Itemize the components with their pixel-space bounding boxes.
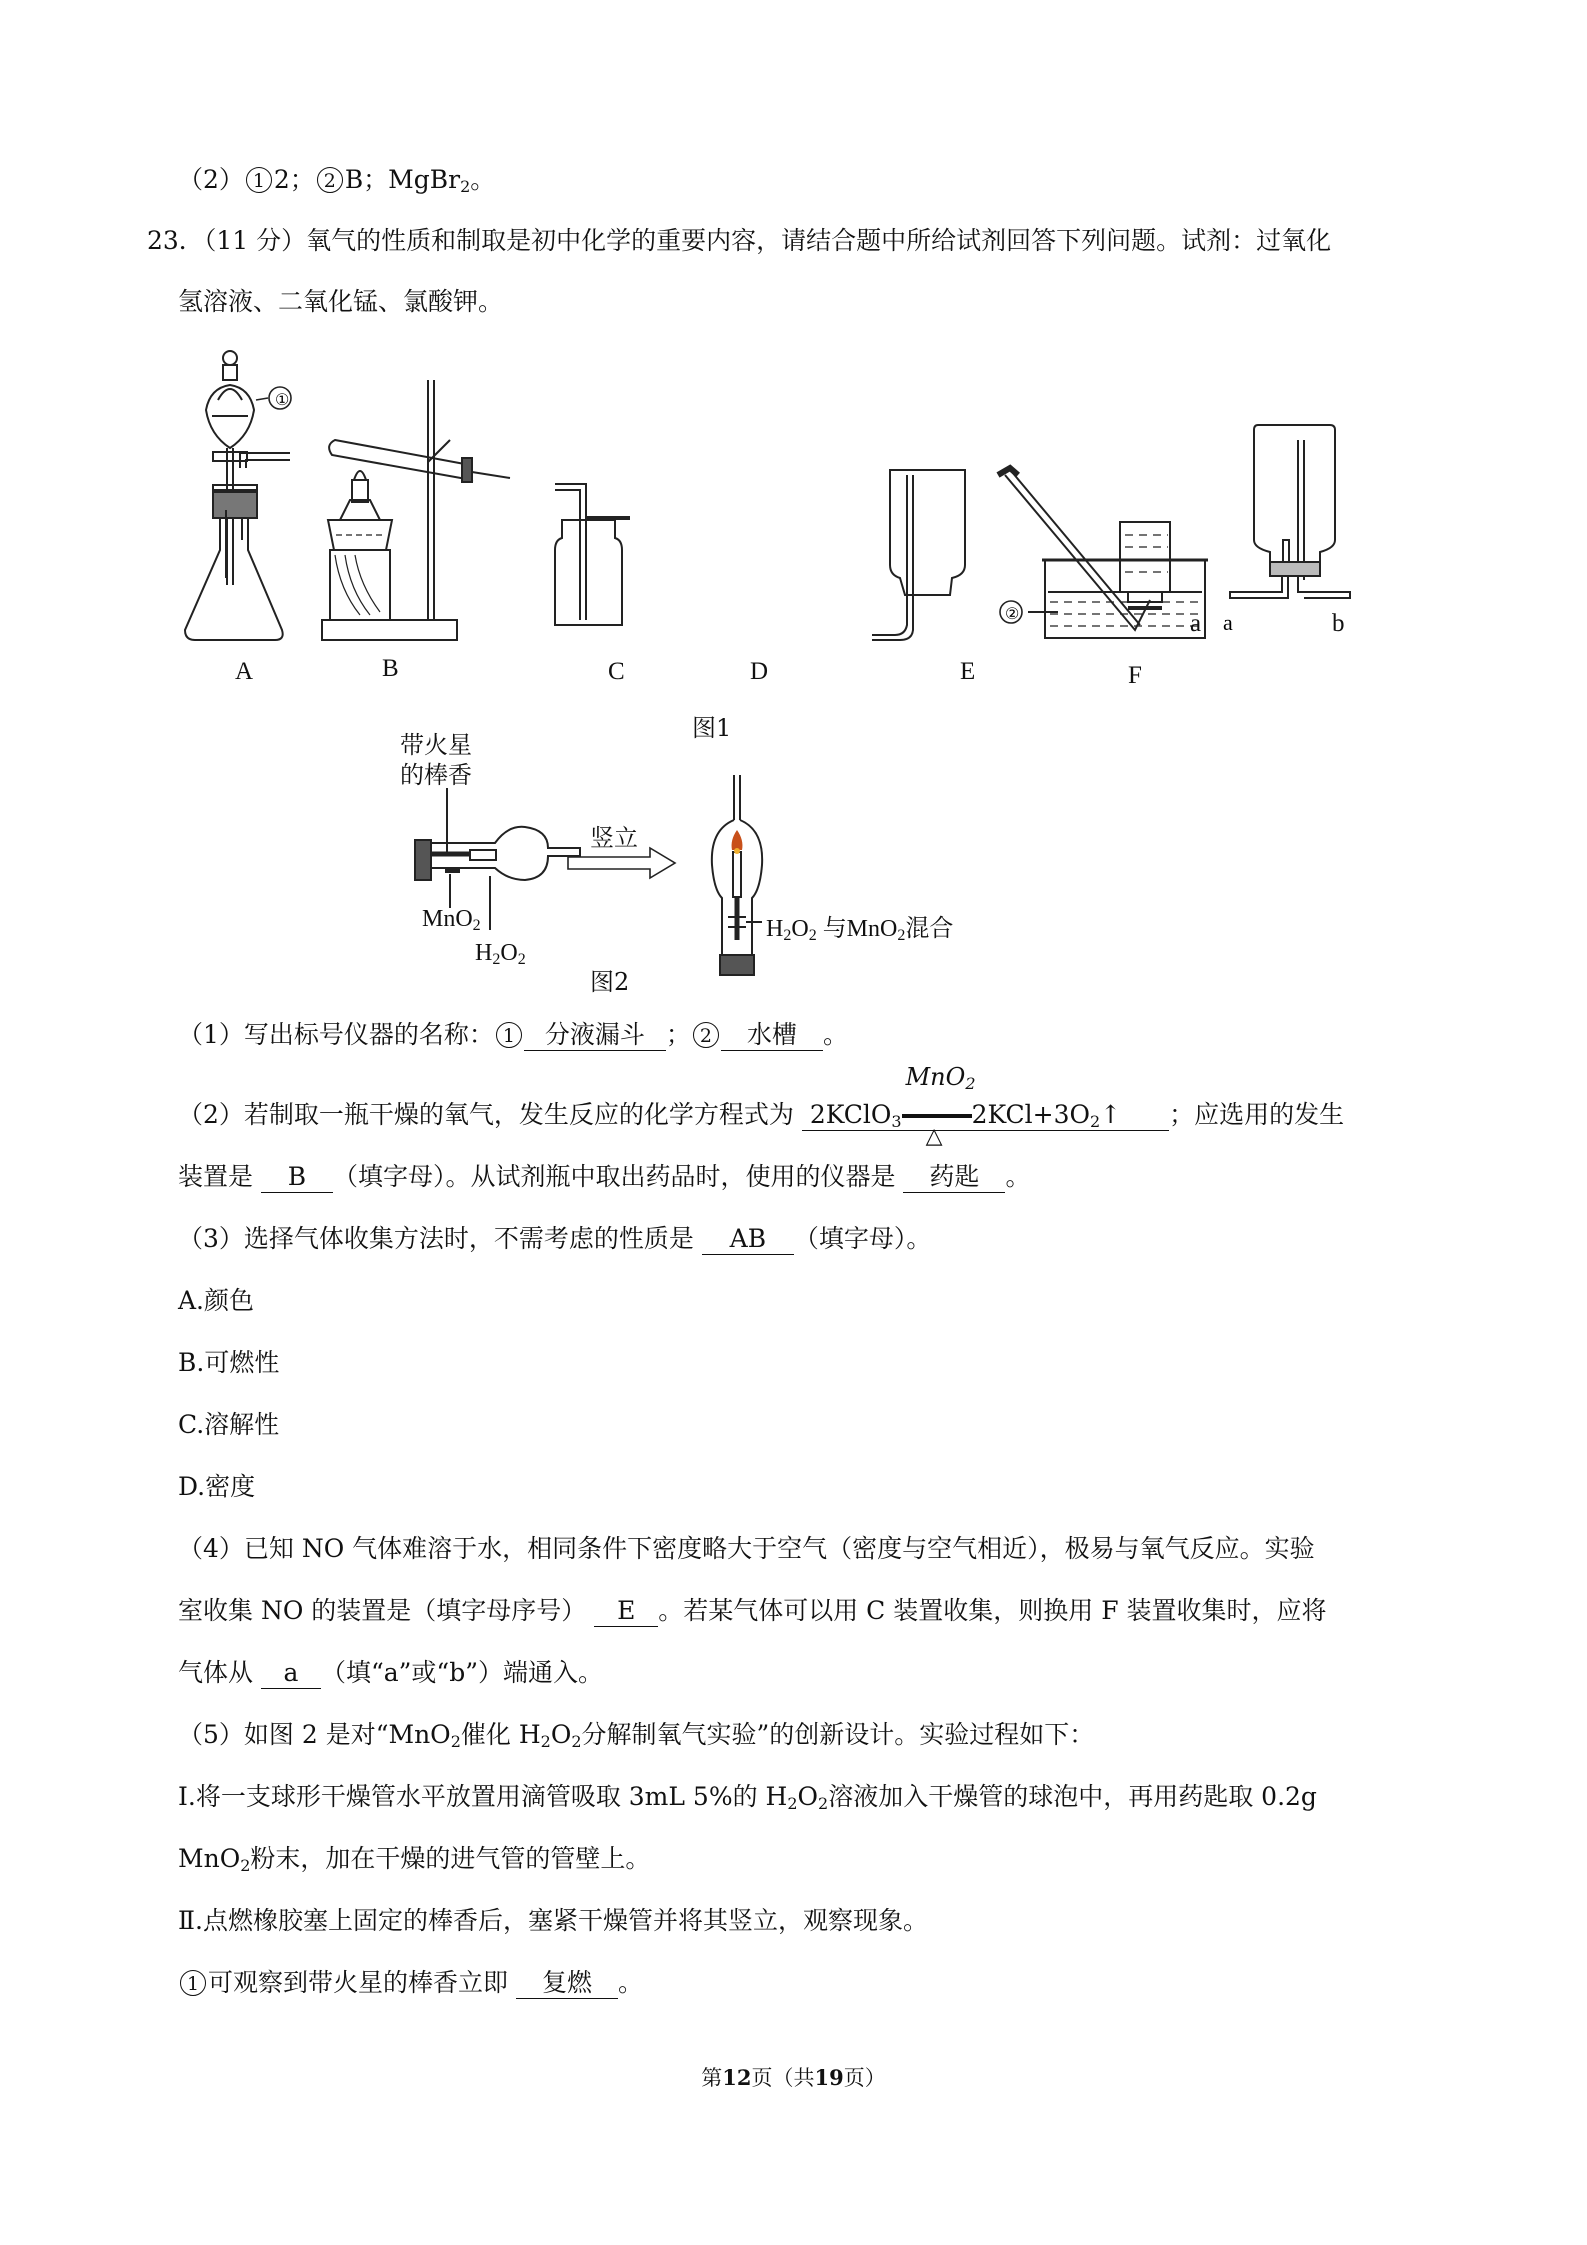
apparatus-b (322, 380, 510, 640)
arrow-label: 竖立 (590, 824, 638, 852)
text: O (550, 1720, 572, 1749)
part-4-line3 (178, 1656, 603, 1690)
question-number: 23． (147, 226, 204, 255)
prev-answer-2: B；MgBr (344, 165, 461, 194)
marker-1-label: ① (275, 392, 290, 409)
part-2-line2-mid: （填字母）。从试剂瓶中取出药品时，使用的仪器是 (332, 1162, 896, 1191)
question-intro-text: 氧气的性质和制取是初中化学的重要内容，请结合题中所给试剂回答下列问题。试剂：过氧化 (306, 226, 1332, 255)
subscript: 2 (783, 927, 792, 944)
label-e: E (960, 658, 976, 685)
circled-number: 2 (693, 1022, 719, 1048)
flame-icon (732, 830, 743, 850)
label-c: C (608, 658, 625, 685)
mix-label (766, 908, 953, 943)
part-4-line3-prefix: 气体从 (178, 1658, 254, 1687)
answer-blank-tool: 药匙 (903, 1162, 1005, 1193)
h-text: H (766, 916, 784, 942)
chemical-equation (802, 1063, 1169, 1149)
catalyst (906, 1062, 976, 1092)
mix-mid-text: 与MnO (816, 916, 898, 942)
marker-2-label: ② (1005, 606, 1020, 623)
answer-blank-2: 水槽 (721, 1020, 823, 1051)
option-b: B.可燃性 (178, 1348, 280, 1377)
part-4-line2-suffix: 。若某气体可以用 C 装置收集，则换用 F 装置收集时，应将 (658, 1596, 1327, 1625)
circled-number: 1 (496, 1022, 522, 1048)
lab-apparatus-diagram (160, 340, 1233, 740)
subscript: 2 (472, 917, 481, 934)
port-b-text: b (1332, 610, 1345, 637)
option-c: C.溶解性 (178, 1410, 280, 1439)
part-4-line3-suffix: （填“a”或“b”）端通入。 (320, 1658, 604, 1687)
incense-label (400, 730, 472, 790)
part-5-step2: Ⅱ.点燃橡胶塞上固定的棒香后，塞紧干燥管并将其竖立，观察现象。 (178, 1906, 928, 1935)
subscript: 2 (571, 1732, 582, 1751)
part-5-step1-line2 (178, 1842, 650, 1876)
incense-label-line2: 的棒香 (400, 761, 472, 789)
question-intro-text-2: 氢溶液、二氧化锰、氯酸钾。 (178, 287, 504, 316)
label-a: A (235, 658, 254, 685)
part-3-suffix: （填字母）。 (793, 1224, 932, 1253)
label-f: F (1128, 662, 1142, 689)
prev-answer-1: 2； (273, 165, 315, 194)
answer-blank-device: E (594, 1596, 658, 1627)
apparatus-c (555, 484, 630, 625)
part-1 (178, 1018, 848, 1052)
punct: 。 (822, 1020, 848, 1049)
subscript: 2 (808, 927, 817, 944)
page-footer (0, 2062, 1587, 2092)
circled-number: 2 (317, 167, 343, 193)
subscript: 2 (460, 177, 471, 196)
punct: 。 (617, 1968, 643, 1997)
subscript: 3 (891, 1112, 902, 1131)
equation-bar (902, 1114, 972, 1118)
text: 页（共 (751, 2066, 815, 2090)
h2o2-label (475, 940, 526, 967)
part-2-prompt: （2）若制取一瓶干燥的氧气，发生反应的化学方程式为 (178, 1100, 794, 1129)
heat-symbol: △ (925, 1124, 943, 1149)
previous-answer-line (178, 163, 495, 197)
part-2-line2 (178, 1160, 1030, 1194)
text: MnO (178, 1844, 241, 1873)
figure-1-apparatus (160, 340, 1345, 742)
part-3 (178, 1222, 931, 1256)
question-score: （11 分） (203, 226, 307, 255)
h-text: H (475, 940, 493, 966)
question-intro-line2 (178, 285, 503, 319)
punct: 。 (470, 165, 496, 194)
part-3-prompt: （3）选择气体收集方法时，不需考虑的性质是 (178, 1224, 694, 1253)
option-a: A.颜色 (178, 1286, 255, 1315)
circled-number: 1 (180, 1970, 206, 1996)
answer-blank: AB (702, 1224, 794, 1255)
o-text: O (500, 940, 518, 966)
answer-blank-1: 分液漏斗 (524, 1020, 666, 1051)
incense-label-line1: 带火星 (400, 731, 472, 759)
part-4-line2 (178, 1594, 1326, 1628)
total-pages: 19 (814, 2065, 844, 2090)
page-number: 12 (722, 2065, 752, 2090)
mno2-label (422, 906, 481, 933)
answer-blank-port: a (261, 1658, 321, 1689)
apparatus-f (1230, 425, 1350, 598)
subscript: 2 (787, 1794, 798, 1813)
subscript: 2 (240, 1856, 251, 1875)
figure-1-caption: 图1 (692, 714, 732, 742)
text: 第 (701, 2066, 723, 2090)
equation-products: 2KCl+3O (971, 1100, 1090, 1129)
text: O (797, 1782, 819, 1811)
prev-answer-prefix: （2） (178, 165, 244, 194)
text: 可观察到带火星的棒香立即 (208, 1968, 509, 1997)
circled-number: 1 (246, 167, 272, 193)
question-intro-line1 (147, 224, 1331, 258)
part-5-question-1 (178, 1966, 643, 2000)
text: 页） (843, 2066, 886, 2090)
subscript: 2 (1089, 1112, 1101, 1131)
mno2-text: MnO (422, 906, 473, 932)
part-4-line1: （4）已知 NO 气体难溶于水，相同条件下密度略大于空气（密度与空气相近），极易与氧气反应。实验 (178, 1534, 1315, 1563)
subscript: 2 (540, 1732, 551, 1751)
text: Ⅰ.将一支球形干燥管水平放置用滴管吸取 3mL 5%的 H (178, 1782, 788, 1811)
port-a-text: a (1190, 610, 1202, 637)
subscript: 2 (492, 951, 501, 968)
part-2-line2-prefix: 装置是 (178, 1162, 254, 1191)
part-2-suffix: ；应选用的发生 (1169, 1100, 1345, 1129)
figure-2-caption: 图2 (590, 968, 630, 996)
punct: 。 (1005, 1162, 1031, 1191)
subscript: 2 (818, 1794, 829, 1813)
part-5-line1 (178, 1718, 1094, 1752)
mix-end-text: 混合 (905, 916, 954, 942)
gas-arrow: ↑ (1100, 1100, 1122, 1129)
part-4-line2-prefix: 室收集 NO 的装置是（填字母序号） (178, 1596, 587, 1625)
subscript: 2 (517, 951, 526, 968)
catalyst-text: MnO (905, 1063, 966, 1091)
punct: ； (665, 1020, 691, 1049)
part-1-prompt: （1）写出标号仪器的名称： (178, 1020, 494, 1049)
answer-blank: 复燃 (516, 1968, 618, 1999)
part-5-step1 (178, 1780, 1317, 1814)
text: 溶液加入干燥管的球泡中，再用药匙取 0.2g (828, 1782, 1317, 1811)
option-d: D.密度 (178, 1472, 256, 1501)
subscript: 2 (965, 1074, 976, 1093)
part-2-line1 (178, 1063, 1345, 1149)
apparatus-e (998, 468, 1208, 638)
subscript: 2 (450, 1732, 461, 1751)
rubber-stopper-vertical (720, 955, 754, 975)
apparatus-d (872, 470, 965, 640)
o-text: O (791, 916, 809, 942)
label-b: B (382, 655, 399, 682)
equation-condition-bar (902, 1063, 976, 1149)
subscript: 2 (897, 927, 906, 944)
figure-2-experiment (400, 730, 1220, 996)
equation-reactant: 2KClO (809, 1100, 892, 1129)
answer-blank-device: B (261, 1162, 333, 1193)
rubber-stopper (415, 840, 431, 880)
port-a-label: a (1223, 610, 1233, 635)
label-d: D (750, 658, 769, 685)
text: 分解制氧气实验”的创新设计。实验过程如下： (581, 1720, 1095, 1749)
text: （5）如图 2 是对“MnO (178, 1720, 451, 1749)
text: 粉末，加在干燥的进气管的管壁上。 (250, 1844, 651, 1873)
text: 催化 H (460, 1720, 541, 1749)
